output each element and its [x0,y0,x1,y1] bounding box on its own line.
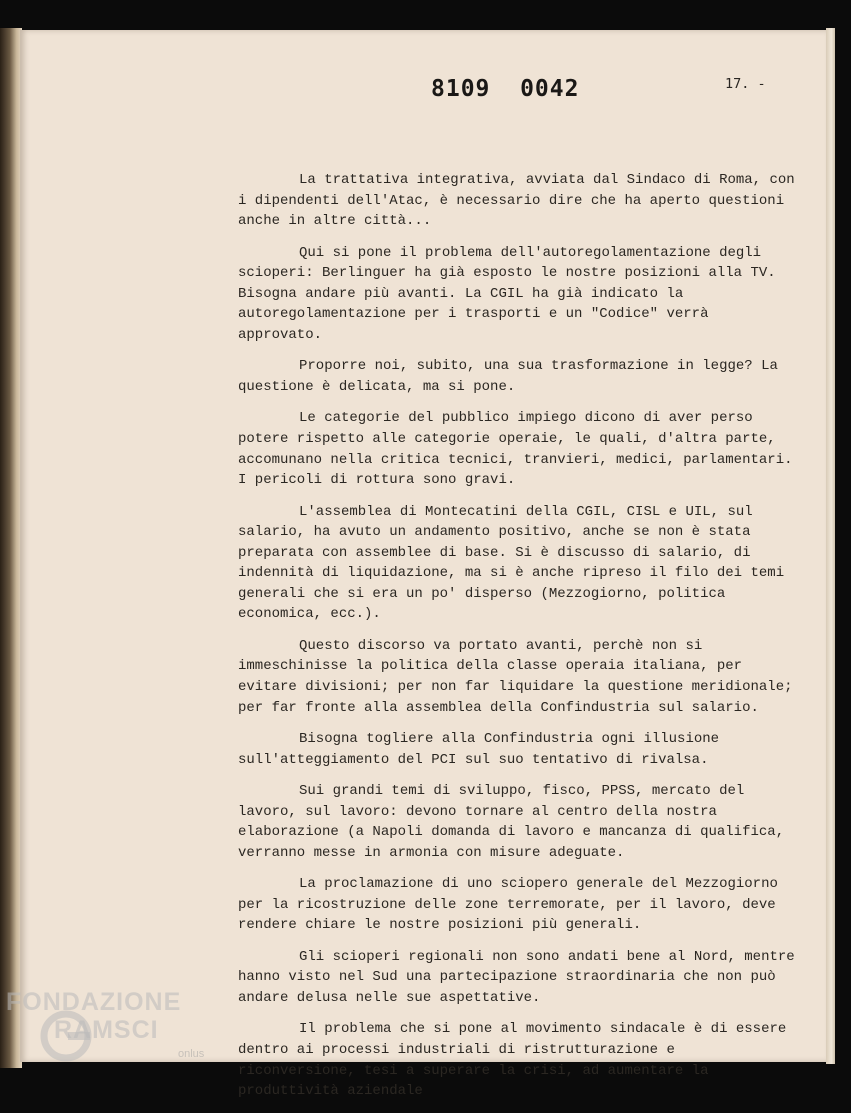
page-stack-edge [826,28,835,1064]
book-spine-edge [0,28,22,1068]
paragraph: La proclamazione di uno sciopero generale del Mezzogiorno per la ricostruzione delle zone terremorate, per il lavoro, deve rendere chiare le nostre posizioni più generali. [238,876,778,934]
paragraph: Bisogna togliere alla Confindustria ogni illusione sull'atteggiamento del PCI sul suo tentativo di rivalsa. [238,731,720,768]
watermark-line-2: RAMSCI [54,1016,159,1044]
page-number: 17. - [725,76,766,92]
document-body [238,170,798,1113]
paragraph: Questo discorso va portato avanti, perchè non si immeschinisse la politica della classe operaia italiana, per evitare divisioni; per non far liquidare la questione meridionale; per far fronte alla assemblea della Confindustria sul salario. [238,637,793,716]
paragraph: Proporre noi, subito, una sua trasformazione in legge? La questione è delicata, ma si pone. [238,358,778,395]
paragraph: Gli scioperi regionali non sono andati bene al Nord, mentre hanno visto nel Sud una partecipazione straordinaria che non può andare delusa nelle sue aspettative. [238,948,795,1006]
document-number: 8109 0042 [431,76,580,102]
fondazione-gramsci-watermark [6,988,216,1068]
watermark-line-1: FONDAZIONE [6,988,182,1016]
watermark-suffix: onlus [178,1048,205,1060]
paragraph: L'assemblea di Montecatini della CGIL, CISL e UIL, sul salario, ha avuto un andamento positivo, anche se non è stata preparata con assemblee di base. Si è discusso di salario, di indennità di liquidazione, ma si è anche ripreso il filo dei temi generali che si era un po' disperso (Mezzogiorno, politica economica, ecc.). [238,503,785,623]
paragraph: Qui si pone il problema dell'autoregolamentazione degli scioperi: Berlinguer ha già esposto le nostre posizioni alla TV. Bisogna andare più avanti. La CGIL ha già indicato la autoregolamentazione per i trasporti e un "Codice" verrà approvato. [238,244,776,343]
paragraph: Le categorie del pubblico impiego dicono di aver perso potere rispetto alle categorie operaie, le quali, d'altra parte, accomunano nella critica tecnici, tranvieri, medici, parlamentari. I pericoli di rottura sono gravi. [238,410,793,489]
paragraph: Il problema che si pone al movimento sindacale è di essere dentro ai processi industriali di ristrutturazione e riconversione, tesi a superare la crisi, ad aumentare la produttività aziendale [238,1021,787,1100]
paragraph: La trattativa integrativa, avviata dal Sindaco di Roma, con i dipendenti dell'Atac, è necessario dire che ha aperto questioni anche in altre città... [238,172,795,230]
paragraph: Sui grandi temi di sviluppo, fisco, PPSS, mercato del lavoro, sul lavoro: devono tornare al centro della nostra elaborazione (a Napoli domanda di lavoro e mancanza di qualifica, verranno messe in armonia con misure adeguate. [238,783,785,861]
